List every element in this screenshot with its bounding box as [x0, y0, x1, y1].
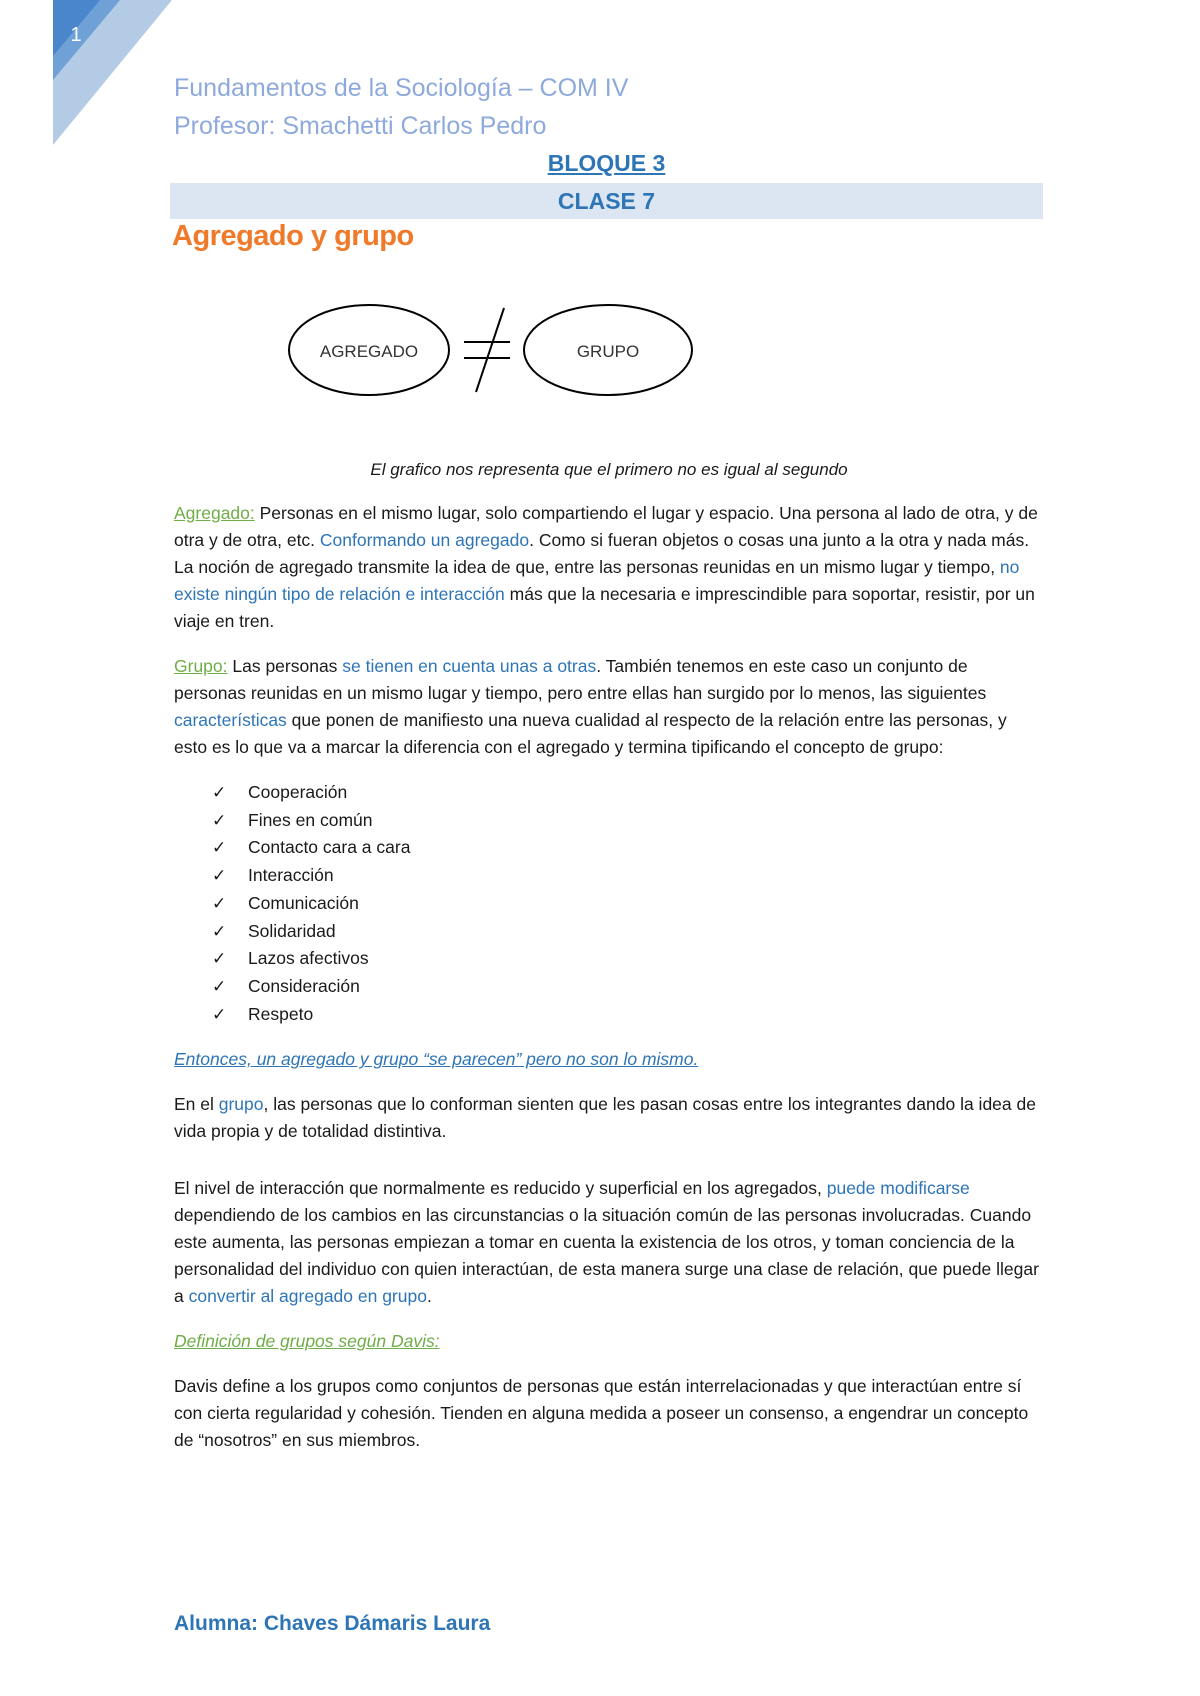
- check-icon: ✓: [212, 783, 227, 802]
- list-item-label: Cooperación: [248, 782, 348, 802]
- list-item-label: Contacto cara a cara: [248, 837, 411, 858]
- grupo-label: GRUPO: [576, 342, 640, 361]
- list-item-label: Respeto: [248, 1003, 314, 1024]
- list-item: [212, 973, 1044, 1001]
- list-item-label: Fines en común: [248, 809, 373, 830]
- course-title: Fundamentos de la Sociología – COM IV: [174, 74, 629, 102]
- davis-heading: Definición de grupos según Davis:: [174, 1331, 440, 1352]
- list-item-label: Consideración: [248, 975, 360, 996]
- interaction-highlight-1: puede modificarse: [826, 1178, 970, 1199]
- list-item: [212, 945, 1044, 973]
- grupo-feeling-text-1: En el: [174, 1094, 219, 1115]
- agregado-paragraph: [174, 500, 1044, 635]
- clase-bar: [170, 183, 1043, 219]
- bloque-heading: BLOQUE 3: [547, 150, 666, 176]
- grupo-highlight-2: características: [174, 710, 287, 730]
- not-equal-icon: [464, 308, 510, 392]
- page-title: Agregado y grupo: [172, 220, 414, 252]
- grupo-text-3: que ponen de manifiesto una nueva cualidad al respecto de la relación entre las personas, y esto es lo que va a marcar la diferencia con el agregado y termina tipificando el concepto de grupo:: [174, 710, 1007, 757]
- agregado-highlight-1: Conformando un agregado: [319, 530, 530, 550]
- davis-paragraph: Davis define a los grupos como conjuntos de personas que están interrelacionadas y que interactúan entre sí con cierta regularidad y cohesión. Tienden en alguna medida a poseer un consenso, a engendrar un concepto de “nosotros” en sus miembros.: [174, 1376, 1029, 1451]
- list-item-label: Lazos afectivos: [248, 948, 369, 969]
- list-item-label: Solidaridad: [248, 920, 336, 941]
- list-item: [212, 862, 1044, 890]
- agregado-highlight-2: no existe ningún tipo de relación e interacción: [174, 557, 1020, 604]
- grupo-feeling-paragraph: [174, 1091, 1044, 1145]
- grupo-feeling-text-2: , las personas que lo conforman sienten que les pasan cosas entre los integrantes dando la idea de vida propia y de totalidad distintiva.: [174, 1094, 1036, 1142]
- agregado-label: AGREGADO: [319, 342, 419, 361]
- check-icon: ✓: [212, 810, 227, 830]
- clase-heading: CLASE 7: [557, 188, 656, 214]
- check-icon: ✓: [212, 893, 227, 913]
- agregado-term: Agregado:: [174, 503, 255, 523]
- check-icon: ✓: [212, 1004, 227, 1024]
- list-item: [212, 918, 1044, 946]
- interaction-text-2: dependiendo de los cambios en las circunstancias o la situación común de las personas involucradas. Cuando este aumenta, las personas empiezan a tomar en cuenta la existencia de los otros, y toman conciencia de la personalidad del individuo con quien interactúan, de esta manera surge una clase de relación, que puede llegar a: [174, 1205, 1039, 1307]
- check-icon: ✓: [212, 976, 227, 996]
- grupo-paragraph: [174, 653, 1044, 761]
- student-name: Alumna: Chaves Dámaris Laura: [174, 1612, 491, 1635]
- check-icon: ✓: [212, 949, 227, 969]
- list-item: [212, 834, 1044, 862]
- interaction-highlight-2: convertir al agregado en grupo: [188, 1286, 427, 1307]
- check-icon: ✓: [212, 838, 227, 858]
- agregado-text-1: Personas en el mismo lugar, solo compartiendo el lugar y espacio. Una persona al lado de otra, y de otra y de otra, etc.: [174, 503, 1038, 550]
- grupo-feeling-highlight: grupo: [218, 1094, 264, 1115]
- list-item: [212, 807, 1044, 835]
- agregado-text-2: . Como si fueran objetos o cosas una junto a la otra y nada más. La noción de agregado transmite la idea de que, entre las personas reunidas en un mismo lugar y tiempo,: [174, 530, 1030, 577]
- agregado-text-3: más que la necesaria e imprescindible para soportar, resistir, por un viaje en tren.: [174, 584, 1035, 631]
- main-content: [174, 460, 1044, 1472]
- list-item-label: Interacción: [248, 865, 334, 886]
- list-item: [212, 1001, 1044, 1029]
- interaction-text-1: El nivel de interacción que normalmente es reducido y superficial en los agregados,: [174, 1178, 827, 1199]
- list-item-label: Comunicación: [248, 892, 359, 913]
- grupo-text-2: . También tenemos en este caso un conjunto de personas reunidas en un mismo lugar y tiempo, pero entre ellas han surgido por lo menos, las siguientes: [174, 656, 987, 703]
- interaction-paragraph: [174, 1175, 1044, 1310]
- grupo-highlight-1: se tienen en cuenta unas a otras: [342, 656, 597, 676]
- agregado-grupo-diagram: [288, 298, 698, 403]
- professor-name: Profesor: Smachetti Carlos Pedro: [174, 112, 547, 140]
- list-item: [212, 890, 1044, 918]
- list-item: [212, 779, 1044, 807]
- check-icon: ✓: [212, 921, 227, 941]
- grupo-text-1: Las personas: [227, 656, 343, 676]
- page-number: 1: [70, 24, 82, 46]
- conclusion-line: Entonces, un agregado y grupo “se parecen” pero no son lo mismo.: [174, 1049, 699, 1070]
- corner-decoration: [0, 0, 200, 160]
- check-icon: ✓: [212, 866, 227, 886]
- diagram-caption: El grafico nos representa que el primero no es igual al segundo: [370, 460, 848, 479]
- characteristics-list: [212, 779, 1044, 1028]
- grupo-term: Grupo:: [174, 656, 228, 676]
- interaction-text-3: .: [426, 1286, 432, 1307]
